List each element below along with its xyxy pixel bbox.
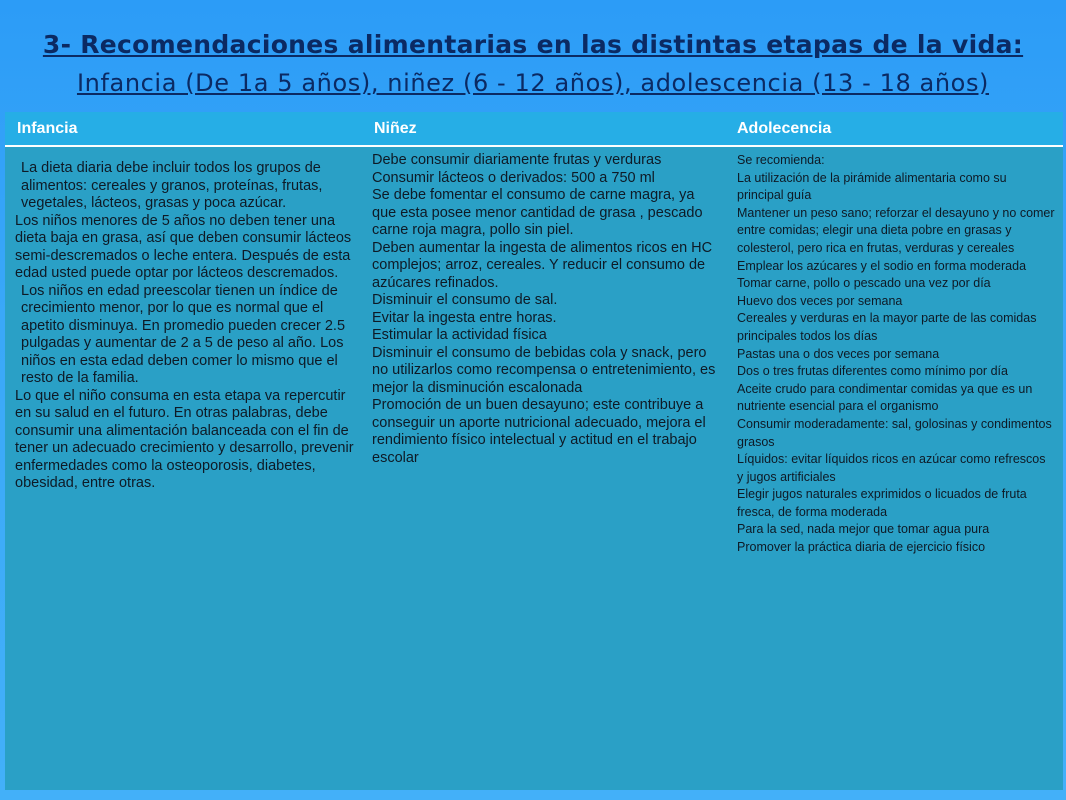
adolescencia-item: Aceite crudo para condimentar comidas ya que es un nutriente esencial para el organismo [737,381,1033,414]
ninez-item: Promoción de un buen desayuno; este contribuye a conseguir un aporte nutricional adecuado, mejora el rendimiento físico intelectual y actitud en el trabajo escolar [372,397,706,466]
adolescencia-item: Emplear los azúcares y el sodio en forma moderada [737,258,1027,273]
ninez-item: Disminuir el consumo de bebidas cola y snack, pero no utilizarlos como recompensa o entretenimiento, es mejor la disminución escalonada [372,344,716,396]
adolescencia-item: Tomar carne, pollo o pescado una vez por día [737,276,991,291]
header-infancia: Infancia [5,112,362,146]
ninez-item: Deben aumentar la ingesta de alimentos ricos en HC complejos; arroz, cereales. Y reducir el consumo de azúcares refinados. [372,239,713,291]
ninez-item: Disminuir el consumo de sal. [372,292,558,308]
infancia-cell [5,146,362,790]
adolescencia-item: Líquidos: evitar líquidos ricos en azúcar como refrescos y jugos artificiales [737,452,1046,484]
ninez-item: Se debe fomentar el consumo de carne magra, ya que esta posee menor cantidad de grasa , pescado carne roja magra, pollo sin piel. [372,187,703,238]
adolescencia-item: Mantener un peso sano; reforzar el desayuno y no comer entre comidas; elegir una dieta pobre en grasas y colesterol, pero rica en frutas, verduras y cereales [737,205,1055,255]
title-line-2: Infancia (De 1a 5 años), niñez (6 - 12 años), adolescencia (13 - 18 años) [76,69,990,97]
adolescencia-cell [725,146,1063,790]
slide-title [0,26,1066,102]
adolescencia-item: Para la sed, nada mejor que tomar agua pura [737,522,990,537]
header-ninez: Niñez [362,112,725,146]
adolescencia-item: Dos o tres frutas diferentes como mínimo por día [737,364,1008,379]
adolescencia-item: Consumir moderadamente: sal, golosinas y condimentos grasos [737,416,1052,449]
header-adolescencia: Adolecencia [725,112,1063,146]
table-header-row [5,112,1063,146]
adolescencia-item: Promover la práctica diaria de ejercicio físico [737,540,986,555]
ninez-item: Debe consumir diariamente frutas y verduras [372,152,662,168]
adolescencia-item: Pastas una o dos veces por semana [737,346,940,361]
ninez-item: Estimular la actividad física [372,327,547,343]
title-line-1: 3- Recomendaciones alimentarias en las distintas etapas de la vida: [42,30,1024,59]
infancia-paragraph: Los niños en edad preescolar tienen un índice de crecimiento menor, por lo que es normal que el apetito disminuya. En promedio pueden crecer 2.5 pulgadas y aumentar de 2 a 5 de peso al año. Los niños en esta edad deben comer lo mismo que el resto de la familia. [21,282,346,386]
infancia-paragraph: Los niños menores de 5 años no deben tener una dieta baja en grasa, así que deben consumir lácteos semi-descremados o leche entera. Después de esta edad usted puede optar por lácteos descremados. [15,212,352,281]
adolescencia-item: Cereales y verduras en la mayor parte de las comidas principales todos los días [737,311,1037,343]
adolescencia-item: La utilización de la pirámide alimentaria como su principal guía [737,170,1007,203]
adolescencia-item: Se recomienda: [737,153,825,167]
adolescencia-item: Huevo dos veces por semana [737,293,903,308]
recommendations-table [5,112,1063,790]
ninez-item: Consumir lácteos o derivados: 500 a 750 ml [372,169,655,186]
infancia-paragraph: Lo que el niño consuma en esta etapa va repercutir en su salud en el futuro. En otras palabras, debe consumir una alimentación balanceada con el fin de tener un adecuado crecimiento y desarrollo, prevenir enfermedades como la osteoporosis, diabetes, obesidad, entre otras. [15,387,354,491]
table-row [5,146,1063,790]
infancia-paragraph: La dieta diaria debe incluir todos los grupos de alimentos: cereales y granos, proteínas, frutas, vegetales, lácteos, grasas y poca azúcar. [21,160,323,211]
adolescencia-item: Elegir jugos naturales exprimidos o licuados de fruta fresca, de forma moderada [737,487,1027,519]
ninez-cell [362,146,725,790]
ninez-item: Evitar la ingesta entre horas. [372,309,557,326]
